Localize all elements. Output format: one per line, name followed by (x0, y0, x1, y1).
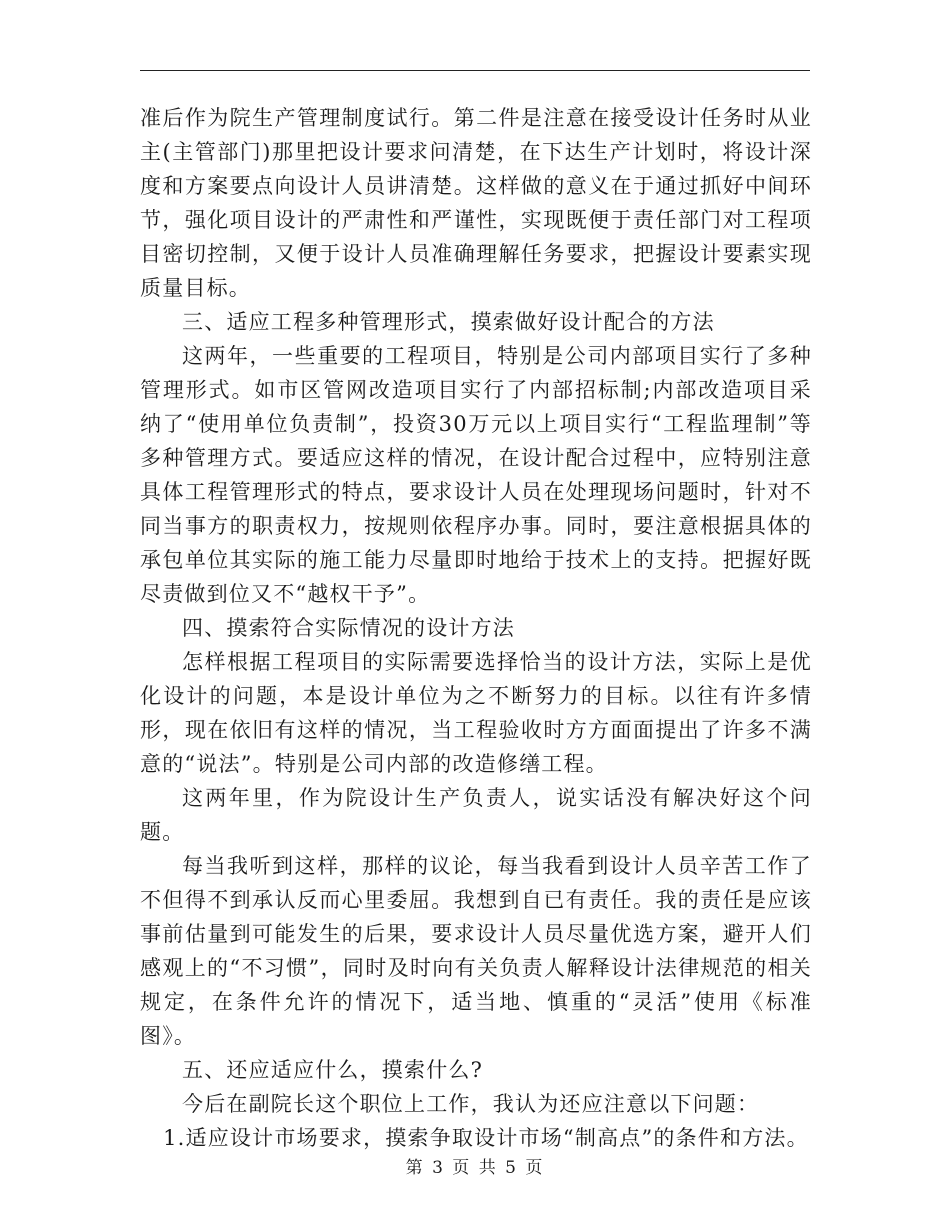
paragraph-body: 每当我听到这样，那样的议论，每当我看到设计人员辛苦工作了不但得不到承认反而心里委屈。我想到自已有责任。我的责任是应该事前估量到可能发生的后果，要求设计人员尽量优选方案，避开人们感观上的“不习惯”，同时及时向有关负责人解释设计法律规范的相关规定，在条件允许的情况下，适当地、慎重的“灵活”使用《标准图》。 (140, 854, 812, 1048)
section-heading-3: 三、适应工程多种管理形式，摸索做好设计配合的方法 (182, 310, 715, 334)
paragraph-body: 今后在副院长这个职位上工作，我认为还应注意以下问题： (182, 1092, 760, 1116)
page-footer: 第 3 页 共 5 页 (405, 1158, 545, 1178)
section-heading-4: 四、摸索符合实际情况的设计方法 (182, 616, 515, 640)
paragraph-body: 准后作为院生产管理制度试行。第二件是注意在接受设计任务时从业主(主管部门)那里把设计要求问清楚，在下达生产计划时，将设计深度和方案要点向设计人员讲清楚。这样做的意义在于通过抓好中间环节，强化项目设计的严肃性和严谨性，实现既便于责任部门对工程项目密切控制，又便于设计人员准确理解任务要求，把握设计要素实现质量目标。 (140, 106, 812, 300)
paragraph-body: 这两年，一些重要的工程项目，特别是公司内部项目实行了多种管理形式。如市区管网改造项目实行了内部招标制;内部改造项目采纳了“使用单位负责制”，投资30万元以上项目实行“工程监理制”等多种管理方式。要适应这样的情况，在设计配合过程中，应特别注意具体工程管理形式的特点，要求设计人员在处理现场问题时，针对不同当事方的职责权力，按规则依程序办事。同时，要注意根据具体的承包单位其实际的施工能力尽量即时地给于技术上的支持。把握好既尽责做到位又不“越权干予”。 (140, 344, 812, 606)
paragraph-body: 这两年里，作为院设计生产负责人，说实话没有解决好这个问题。 (140, 786, 812, 844)
list-item: 1.适应设计市场要求，摸索争取设计市场“制高点”的条件和方法。 (163, 1126, 809, 1150)
section-heading-5: 五、还应适应什么，摸索什么? (182, 1058, 484, 1082)
paragraph-body: 怎样根据工程项目的实际需要选择恰当的设计方法，实际上是优化设计的问题，本是设计单位为之不断努力的目标。以往有许多情形，现在依旧有这样的情况，当工程验收时方方面面提出了许多不满意的“说法”。特别是公司内部的改造修缮工程。 (140, 650, 812, 776)
document-body (140, 101, 812, 1155)
header-rule (140, 70, 810, 71)
